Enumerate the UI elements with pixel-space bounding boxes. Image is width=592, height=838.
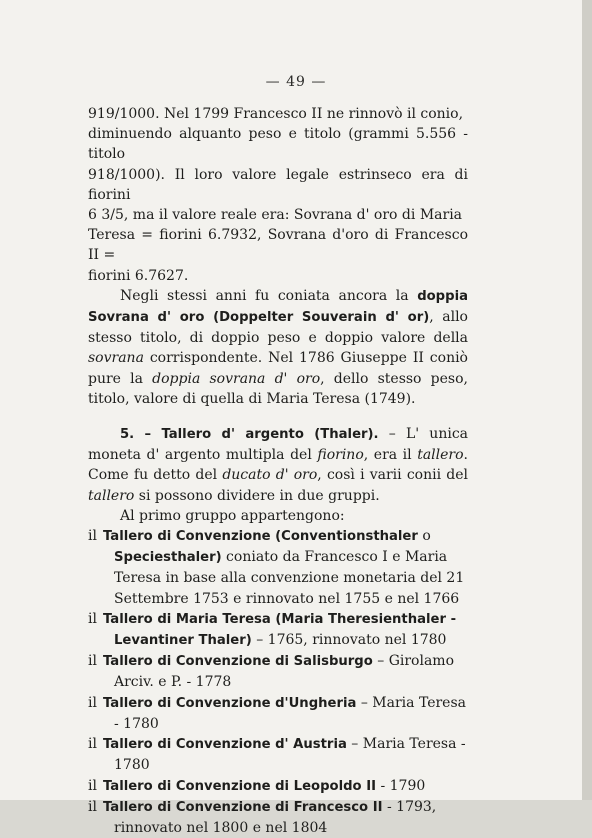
scan-edge [582,0,592,800]
text-span: . Come fu detto del [88,447,468,484]
tallero-detail: - 1793, rinnovato nel 1800 e nel 1804 [114,798,437,836]
list-item [88,609,468,651]
text-span: , era il [363,447,418,464]
italic-term: fiorino [317,447,364,464]
text-span: Negli stessi anni fu coniata ancora la [120,287,418,304]
tallero-detail: – Maria Teresa - 1780 [114,694,466,732]
italic-term: doppia sovrana d' oro [152,370,321,387]
text-span: corrispondente. Nel 1786 Giuseppe II coniò pure la [88,350,468,387]
tallero-name: Tallero di Convenzione di Leopoldo II [103,778,377,794]
text-span: Al primo gruppo appartengono: [120,507,345,524]
text-span: , dello stesso peso, titolo, valore di quella di Maria Teresa (1749). [88,370,468,407]
text-line: fiorini 6.7627. [88,267,189,284]
tallero-detail: – Girolamo Arciv. e P. - 1778 [114,653,455,691]
paragraph-tallero [88,424,468,506]
list-article: il [88,798,97,815]
text-line: 6 3/5, ma il valore reale era: Sovrana d' oro di Maria [88,207,463,224]
list-article: il [88,653,97,670]
list-article: il [88,528,97,545]
italic-term: tallero [88,487,135,504]
page-smudge [24,768,42,774]
tallero-name: Tallero di Convenzione di Francesco II [103,799,383,815]
page-body [88,104,468,838]
text-line: Teresa = fiorini 6.7932, Sovrana d'oro di Francesco II = [88,227,468,264]
tallero-detail: – 1765, rinnovato nel 1780 [251,632,447,649]
list-item [88,734,468,775]
list-article: il [88,736,97,753]
tallero-alt-name: Speciesthaler) [114,550,222,566]
paragraph-doppia-sovrana [88,286,468,409]
tallero-list [88,526,468,838]
list-item [88,693,468,734]
page-number: — 49 — [265,74,327,90]
text-span: si possono dividere in due gruppi. [134,487,380,504]
text-span: , allo stesso titolo, di doppio peso e doppio valore della [88,309,468,347]
list-article: il [88,694,97,711]
tallero-name: Tallero di Maria Teresa (Maria Theresienthaler - Levantiner Thaler) [103,611,457,649]
paragraph-sovrana-value [88,104,468,286]
italic-term: ducato d' oro [222,467,318,484]
italic-term: sovrana [88,350,144,367]
tallero-detail: coniato da Francesco I e Maria Teresa in base alla convenzione monetaria del 21 Settembre 1753 e rinnovato nel 1755 e nel 1766 [114,549,465,607]
text-line: 919/1000. Nel 1799 Francesco II ne rinnovò il conio, [88,106,464,122]
tallero-detail: - 1790 [376,777,426,794]
bold-term: doppia Sovrana d' oro (Doppelter Souverain d' or) [88,288,468,326]
spacer [88,409,468,424]
section-heading: 5. – Tallero d' argento (Thaler). [120,427,379,443]
list-item [88,776,468,797]
list-article: il [88,610,97,627]
list-article: il [88,777,97,794]
tallero-name: Tallero di Convenzione di Salisburgo [103,654,373,670]
text-line: diminuendo alquanto peso e titolo (grammi 5.556 - titolo [88,126,468,163]
list-item [88,651,468,692]
paragraph-first-group [88,506,468,526]
text-span: – L' unica moneta d' argento multipla del [88,426,469,464]
text-span: o [417,528,431,545]
italic-term: tallero [417,447,464,464]
text-line: 918/1000). Il loro valore legale estrinseco era di fiorini [88,166,468,203]
tallero-name: Tallero di Convenzione d'Ungheria [103,695,357,711]
tallero-name: Tallero di Convenzione (Conventionsthaler [103,529,418,545]
tallero-name: Tallero di Convenzione d' Austria [103,737,347,753]
list-item [88,526,468,609]
list-item [88,797,468,838]
text-span: , così i varii conii del [317,467,468,484]
tallero-detail: – Maria Teresa - 1780 [114,736,466,774]
